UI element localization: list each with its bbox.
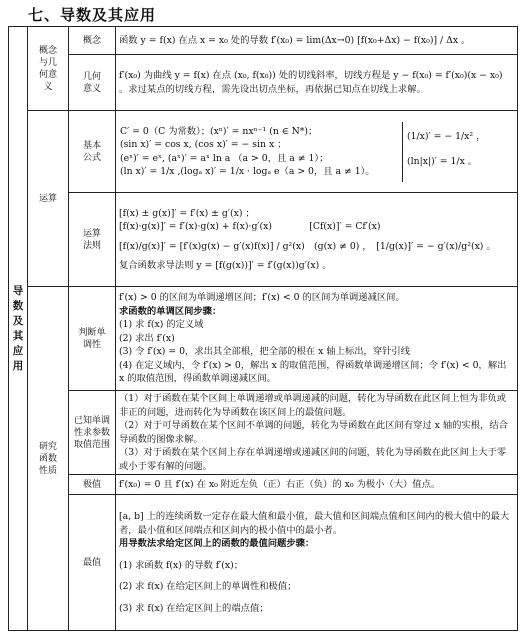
monotonicity-body [116, 287, 518, 391]
geometric-row-body [116, 55, 518, 111]
formula-extra-line: (ln|x|)′ = 1/x 。 [407, 156, 478, 167]
concept-line: 函数 y = f(x) 在点 x = x₀ 处的导数 f′(x₀) = lim(Δx→0) [f(x₀+Δx) − f(x₀)] / Δx 。 [119, 34, 471, 46]
formula-line: (sin x)′ = cos x, (cos x)′ = − sin x ； [120, 139, 287, 150]
formula-line: C′ = 0（C 为常数）；(xⁿ)′ = nxⁿ⁻¹ (n ∈ N*)； [120, 125, 318, 137]
parameter-range-line: （3）对于函数在某个区间上存在单调递增或递减区间的问题，转化为导函数在此区间上大于零或小于零有解的问题。 [119, 447, 507, 472]
extremum-label: 极值 [69, 475, 116, 495]
max-min-line: (2) 求 f(x) 在给定区间上的单调性和极值； [119, 581, 297, 592]
operation-rules-body [116, 193, 518, 287]
formula-line: (ln x)′ = 1/x ,(logₐ x)′ = 1/x · logₐ e（a > 0，且 a ≠ 1）。 [120, 166, 375, 177]
max-min-line: (1) 求函数 f(x) 的导数 f′(x)； [119, 559, 244, 571]
extremum-line: f′(x₀) = 0 且 f′(x) 在 x₀ 附近左负（正）右正（负）的 x₀ 为极小（大）值点。 [119, 478, 441, 490]
max-min-line: (3) 求 f(x) 在给定区间上的端点值； [119, 602, 269, 614]
max-min-body [116, 495, 518, 631]
rule-line: 复合函数求导法则 y = [f(g(x))]′ = f′(g(x))g′(x) 。 [119, 260, 332, 271]
concept-section-label: 概念与几何意义 [28, 27, 69, 111]
max-min-line: 用导数法求给定区间上的函数的最值问题步骤： [119, 538, 315, 549]
parameter-range-line: （1）对于函数在某个区间上单调递增或单调递减的问题，转化为导函数在此区间上恒为非负或非正的问题，进而转化为导函数在该区间上的最值问题。 [119, 393, 507, 418]
monotonicity-line: (3) 令 f′(x) = 0，求出其全部根，把全部的根在 x 轴上标出，穿针引线 [119, 346, 411, 358]
left-column-text: 导数及其应用 [12, 284, 24, 372]
geometric-line: f′(x₀) 为曲线 y = f(x) 在点 (x₀, f(x₀)) 处的切线斜率，切线方程是 y − f(x₀) = f′(x₀)(x − x₀) 。求过某点的切线方程，需先设出切点坐标，再依据已知点在切线上求解。 [119, 70, 503, 95]
rule-line: [f(x)·g(x)]′ = f′(x)·g(x) + f(x)·g′(x) [Cf(x)]′ = Cf′(x) [119, 221, 381, 232]
study-section-label: 研究函数性质 [28, 287, 69, 631]
monotonicity-line: f′(x) > 0 的区间为单调递增区间；f′(x) < 0 的区间为单调递减区间。 [119, 292, 405, 304]
geometric-row-label: 几何意义 [69, 55, 116, 111]
monotonicity-line: (1) 求 f(x) 的定义域 [119, 319, 204, 331]
concept-row-label: 概念 [69, 27, 116, 55]
formula-line: (eˣ)′ = eˣ, (aˣ)′ = aˣ ln a （a > 0，且 a ≠ 1）； [120, 152, 329, 164]
operation-rules-label: 运算法则 [69, 193, 116, 287]
rule-line: [f(x) ± g(x)]′ = f′(x) ± g′(x) ； [119, 207, 255, 219]
left-column-label [9, 27, 28, 631]
monotonicity-line: 求函数的单调区间步骤： [119, 305, 222, 317]
section-title: 七、导数及其应用 [28, 6, 157, 24]
max-min-label: 最值 [69, 495, 116, 631]
monotonicity-line: (4) 在定义域内，令 f′(x) > 0，解出 x 的取值范围，得函数单调递增区间；令 f′(x) < 0，解出 x 的取值范围，得函数单调递减区间。 [119, 359, 507, 385]
monotonicity-line: (2) 求出 f′(x) [119, 332, 175, 344]
extremum-body [116, 475, 518, 495]
basic-formula-label: 基本公式 [69, 111, 116, 193]
monotonicity-label: 判断单调性 [69, 287, 116, 391]
operation-section-label: 运算 [28, 111, 69, 287]
basic-formula-body [116, 111, 518, 193]
concept-row-body [116, 27, 518, 55]
formula-extra-line: (1/x)′ = − 1/x² ， [407, 130, 486, 142]
parameter-range-body [116, 391, 518, 475]
parameter-range-line: （2）对于可导函数在某个区间不单调的问题，转化为导函数在此区间有穿过 x 轴的实根，结合导函数的图像求解。 [119, 420, 508, 445]
rule-line: [f(x)/g(x)]′ = [f′(x)g(x) − g′(x)f(x)] / g²(x) (g(x) ≠ 0) ， [1/g(x)]′ = − g′(x)/g²(x) 。 [119, 240, 496, 252]
parameter-range-label: 已知单调性求参数取值范围 [69, 391, 116, 475]
max-min-line: [a, b] 上的连续函数一定存在最大值和最小值，最大值和区间端点值和区间内的极大值中的最大者，最小值和区间端点和区间内的极小值中的最小者。 [119, 511, 510, 536]
knowledge-table [8, 26, 518, 636]
